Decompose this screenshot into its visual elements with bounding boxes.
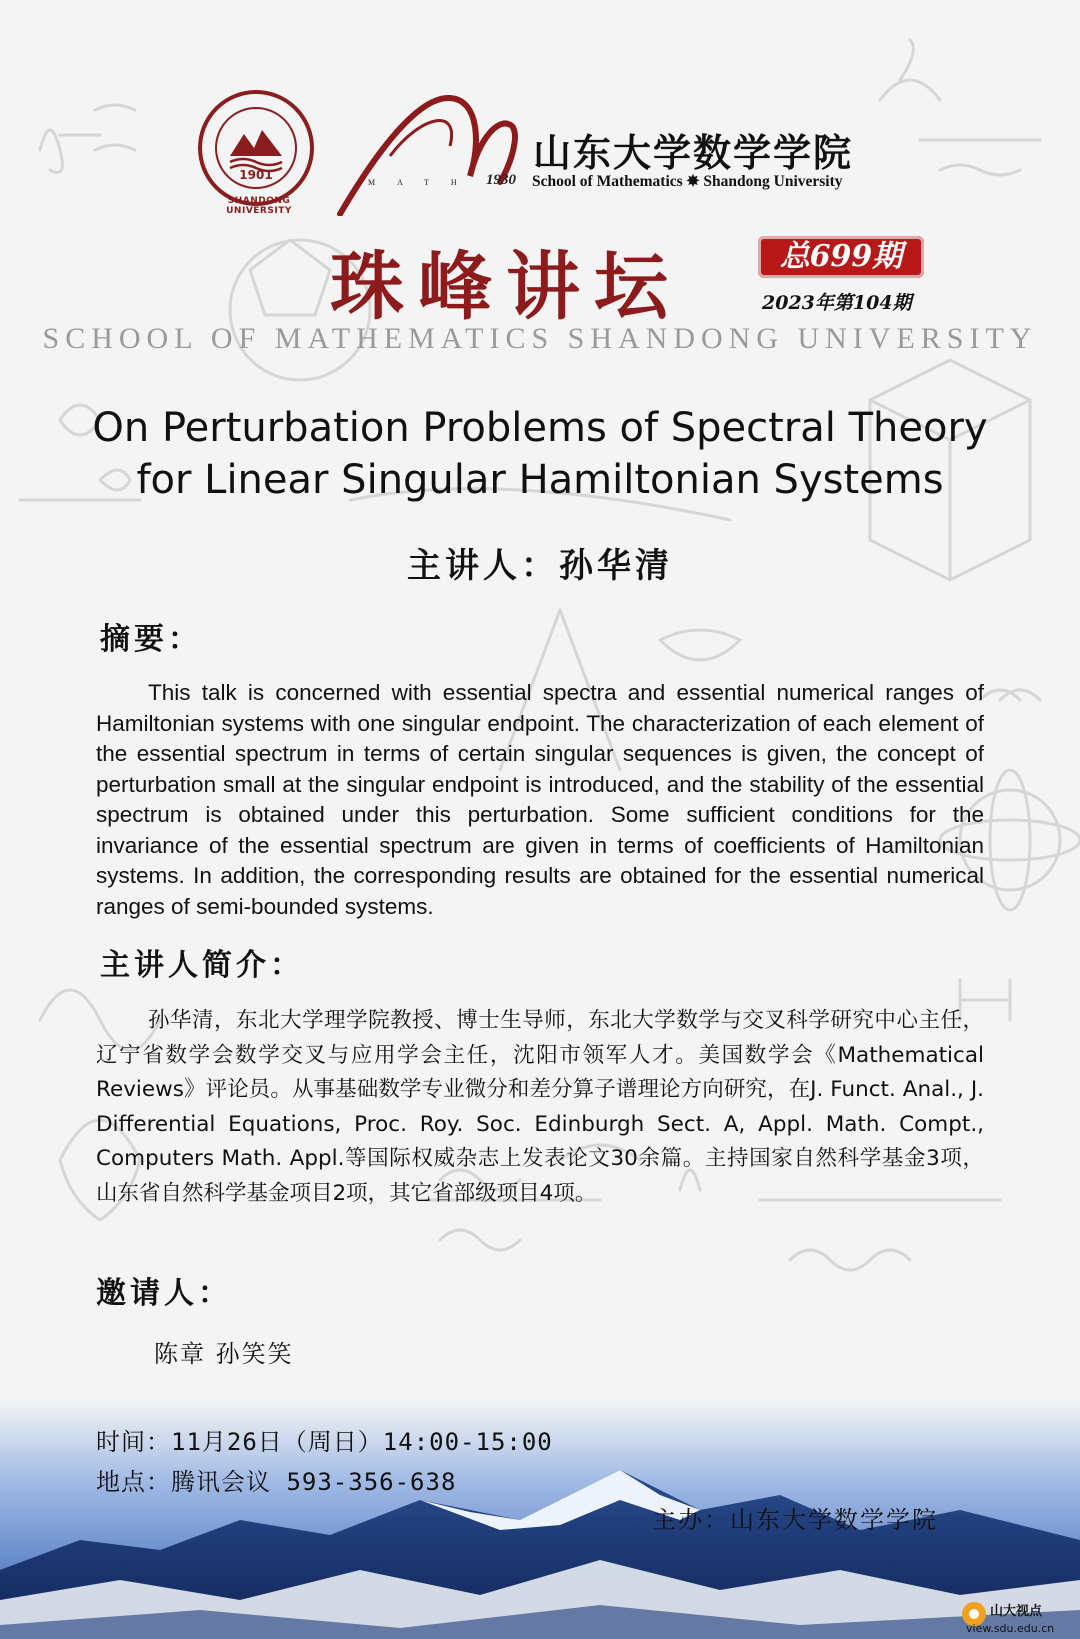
abstract-heading: 摘要： — [100, 622, 202, 657]
issue-year: 2023年第104期 — [762, 292, 912, 314]
poster-header — [0, 0, 1080, 330]
seal-text: SHANDONG UNIVERSITY — [226, 196, 292, 216]
forum-title: 珠峰讲坛 — [330, 244, 682, 330]
school-name-english: School of Mathematics ✸ Shandong University — [532, 173, 843, 190]
inviter-names: 陈章 孙笑笑 — [154, 1340, 294, 1368]
abstract-text: This talk is concerned with essential spectra and essential numerical ranges of Hamiltonian systems with one singular endpoint. The characterization of each element of the essential spectrum in terms of certain singular sequences is given, the concept of perturbation small at the singular endpoint is introduced, and the stability of the essential spectrum is obtained under this perturbation. Some sufficient conditions for the invariance of the essential spectrum are given in terms of coefficients of Hamiltonian systems. In addition, the corresponding results are obtained for the essential numerical ranges of semi-bounded systems. — [96, 680, 984, 919]
seal-year: 1901 — [239, 168, 273, 182]
event-host: 主办：山东大学数学学院 — [652, 1506, 938, 1534]
bio-text: 孙华清，东北大学理学院教授、博士生导师，东北大学数学与交叉科学研究中心主任，辽宁省数学会数学交叉与应用学会主任，沈阳市领军人才。美国数学会《Mathematical Reviews》评论员。从事基础数学专业微分和差分算子谱理论方向研究，在J. Funct. Anal., J. Differential Equations, Proc. Roy. Soc. Edinburgh Sect. A, Appl. Math. Compt., Computers Math. Appl.等国际权威杂志上发表论文30余篇。主持国家自然科学基金3项，山东省自然科学基金项目2项，其它省部级项目4项。 — [96, 1008, 984, 1206]
math-school-logo-icon — [330, 86, 520, 216]
event-place: 地点：腾讯会议 593-356-638 — [96, 1468, 457, 1496]
event-time: 时间：11月26日（周日）14:00-15:00 — [96, 1428, 553, 1456]
inviter-heading: 邀请人： — [96, 1276, 232, 1311]
talk-title — [40, 402, 1040, 506]
issue-badge: 总699期 — [758, 236, 924, 278]
speaker-line: 主讲人：孙华清 — [407, 546, 673, 586]
school-name-chinese: 山东大学数学学院 — [533, 130, 854, 175]
talk-title-line-1: On Perturbation Problems of Spectral Theory — [92, 405, 988, 451]
english-banner: SCHOOL OF MATHEMATICS SHANDONG UNIVERSITY — [42, 322, 1038, 355]
watermark-text: 山大视点 — [990, 1604, 1043, 1619]
logo-founding-year: 1930 — [486, 172, 516, 188]
talk-title-line-2: for Linear Singular Hamiltonian Systems — [136, 457, 944, 503]
bio-heading: 主讲人简介： — [100, 948, 304, 983]
watermark-url: view.sdu.edu.cn — [966, 1622, 1055, 1635]
math-letters: MATH — [368, 178, 479, 187]
